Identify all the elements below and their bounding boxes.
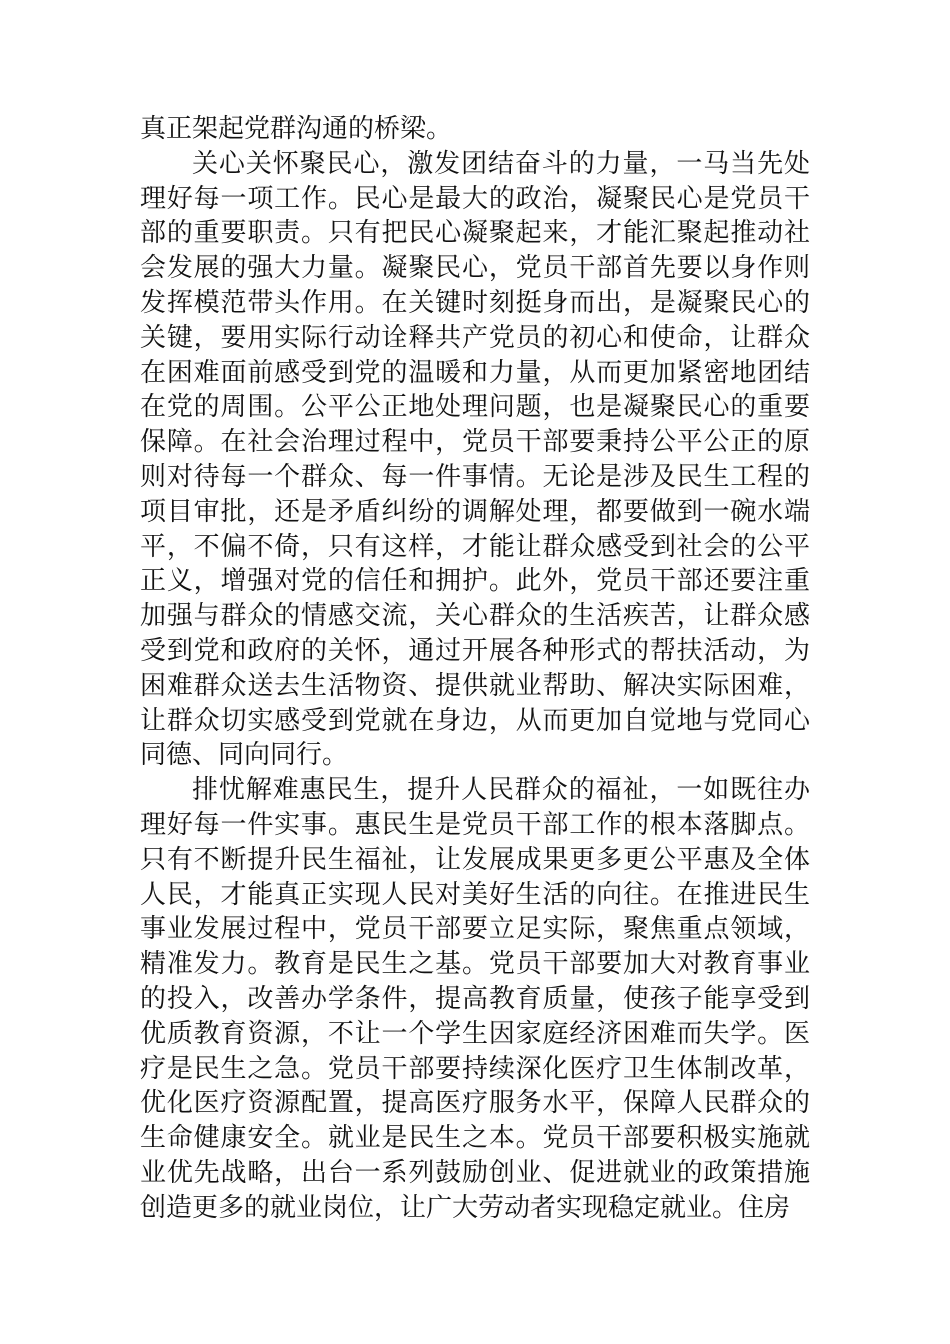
paragraph-3: 排忧解难惠民生，提升人民群众的福祉，一如既往办理好每一件实事。惠民生是党员干部工作的根本落脚点。只有不断提升民生福祉，让发展成果更多更公平惠及全体人民，才能真正实现人民对美好生活的向往。在推进民生事业发展过程中，党员干部要立足实际，聚焦重点领域，精准发力。教育是民生之基。党员干部要加大对教育事业的投入，改善办学条件，提高教育质量，使孩子能享受到优质教育资源，不让一个学生因家庭经济困难而失学。医疗是民生之急。党员干部要持续深化医疗卫生体制改革，优化医疗资源配置，提高医疗服务水平，保障人民群众的生命健康安全。就业是民生之本。党员干部要积极实施就业优先战略，出台一系列鼓励创业、促进就业的政策措施创造更多的就业岗位，让广大劳动者实现稳定就业。住房: [140, 775, 810, 1223]
paragraph-2: 关心关怀聚民心，激发团结奋斗的力量，一马当先处理好每一项工作。民心是最大的政治，凝聚民心是党员干部的重要职责。只有把民心凝聚起来，才能汇聚起推动社会发展的强大力量。凝聚民心，党员干部首先要以身作则发挥模范带头作用。在关键时刻挺身而出，是凝聚民心的关键，要用实际行动诠释共产党员的初心和使命，让群众在困难面前感受到党的温暖和力量，从而更加紧密地团结在党的周围。公平公正地处理问题，也是凝聚民心的重要保障。在社会治理过程中，党员干部要秉持公平公正的原则对待每一个群众、每一件事情。无论是涉及民生工程的项目审批，还是矛盾纠纷的调解处理，都要做到一碗水端平，不偏不倚，只有这样，才能让群众感受到社会的公平正义，增强对党的信任和拥护。此外，党员干部还要注重加强与群众的情感交流，关心群众的生活疾苦，让群众感受到党和政府的关怀，通过开展各种形式的帮扶活动，为困难群众送去生活物资、提供就业帮助、解决实际困难，让群众切实感受到党就在身边，从而更加自觉地与党同心同德、同向同行。: [140, 148, 810, 771]
paragraph-1: 真正架起党群沟通的桥梁。: [140, 114, 453, 144]
document-page: [140, 112, 810, 1226]
